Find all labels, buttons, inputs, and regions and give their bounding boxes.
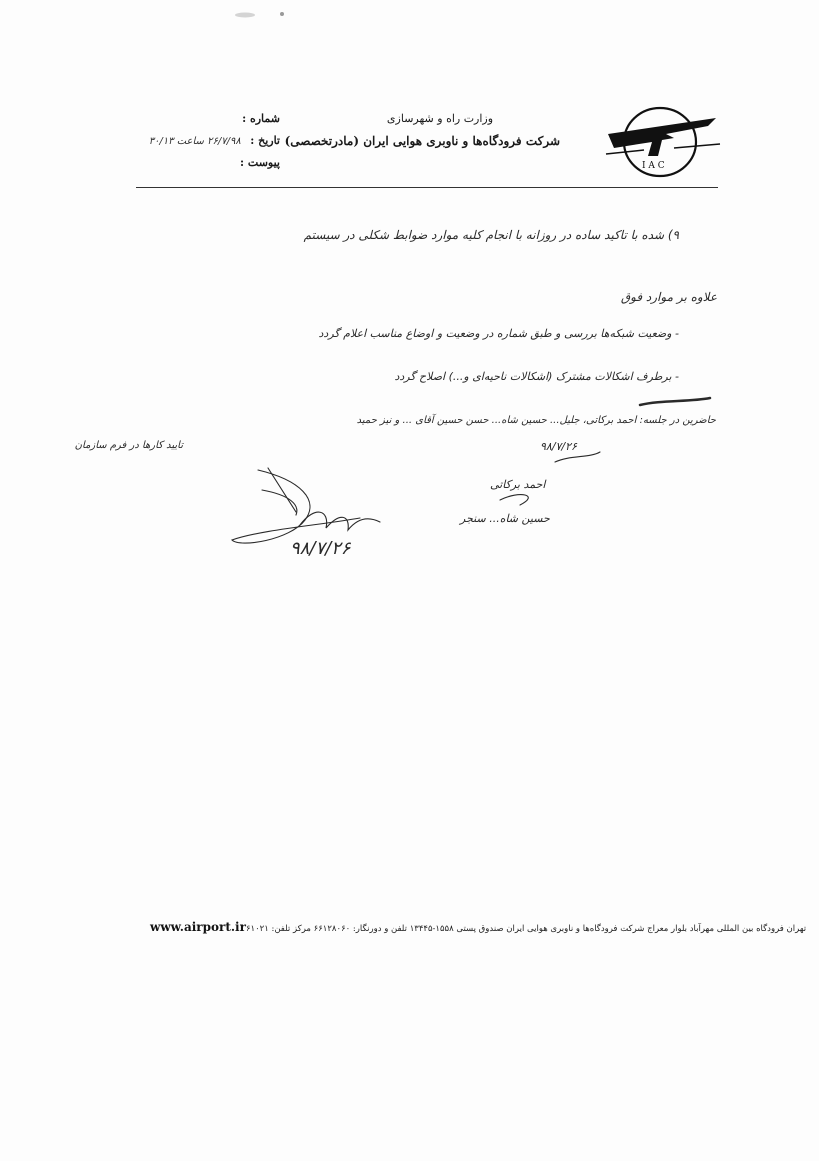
letter-meta xyxy=(130,108,280,174)
company-name: شرکت فرودگاه‌ها و ناوبری هوایی ایران (مادرتخصصی) xyxy=(284,134,560,148)
number-row xyxy=(130,108,280,130)
logo-letters: I A C xyxy=(642,161,665,171)
attachment-row xyxy=(130,152,280,174)
date-row xyxy=(130,130,280,152)
attachment-label: پیوست : xyxy=(240,156,280,169)
website-url: www.airport.ir xyxy=(150,920,246,934)
ministry-name: وزارت راه و شهرسازی xyxy=(386,112,494,125)
handwritten-line-6: تایید کارها در فرم سازمان xyxy=(74,440,183,451)
signature-date-right: ۹۸/۷/۲۶ xyxy=(540,440,577,453)
handwritten-line-5: حاضرین در جلسه: احمد برکاتی، جلیل... حسین شاه... حسن حسین آقای ... و نیز حمید xyxy=(356,415,716,426)
signature-date-left: ۹۸/۷/۲۶ xyxy=(290,538,351,559)
letterhead-footer xyxy=(150,920,807,934)
company-address: تهران فرودگاه بین المللی مهرآباد بلوار معراج شرکت فرودگاه‌ها و ناوبری هوایی ایران صندوق پستی ۱۵۵۸-۱۳۴۴۵ تلفن و دورنگار: ۶۶۱۲۸۰۶۰ مرکز تلفن: ۶۱۰۲۱ xyxy=(245,924,807,934)
signatory-name-2: حسین شاه... سنجر xyxy=(460,512,550,525)
number-label: شماره : xyxy=(242,112,280,125)
handwritten-line-3: - وضعیت شبکه‌ها بررسی و طبق شماره در وضعیت و اوضاع مناسب اعلام گردد xyxy=(318,327,679,340)
signatory-name-1: احمد برکاتی xyxy=(490,478,546,491)
handwritten-line-4: - برطرف اشکالات مشترک (اشکالات ناحیه‌ای و...) اصلاح گردد xyxy=(394,370,679,383)
handwritten-line-2: علاوه بر موارد فوق xyxy=(620,290,717,304)
scan-speck-marks xyxy=(230,8,300,22)
header-divider xyxy=(136,187,718,188)
date-label: تاریخ : xyxy=(250,134,280,147)
date-value: ۲۶/۷/۹۸ ساعت ۳۰/۱۳ xyxy=(148,136,241,147)
handwritten-line-1: ۹) شده با تاکید ساده در روزانه با انجام کلیه موارد ضوابط شکلی در سیستم xyxy=(303,228,679,242)
iac-airport-logo-icon xyxy=(604,104,722,180)
